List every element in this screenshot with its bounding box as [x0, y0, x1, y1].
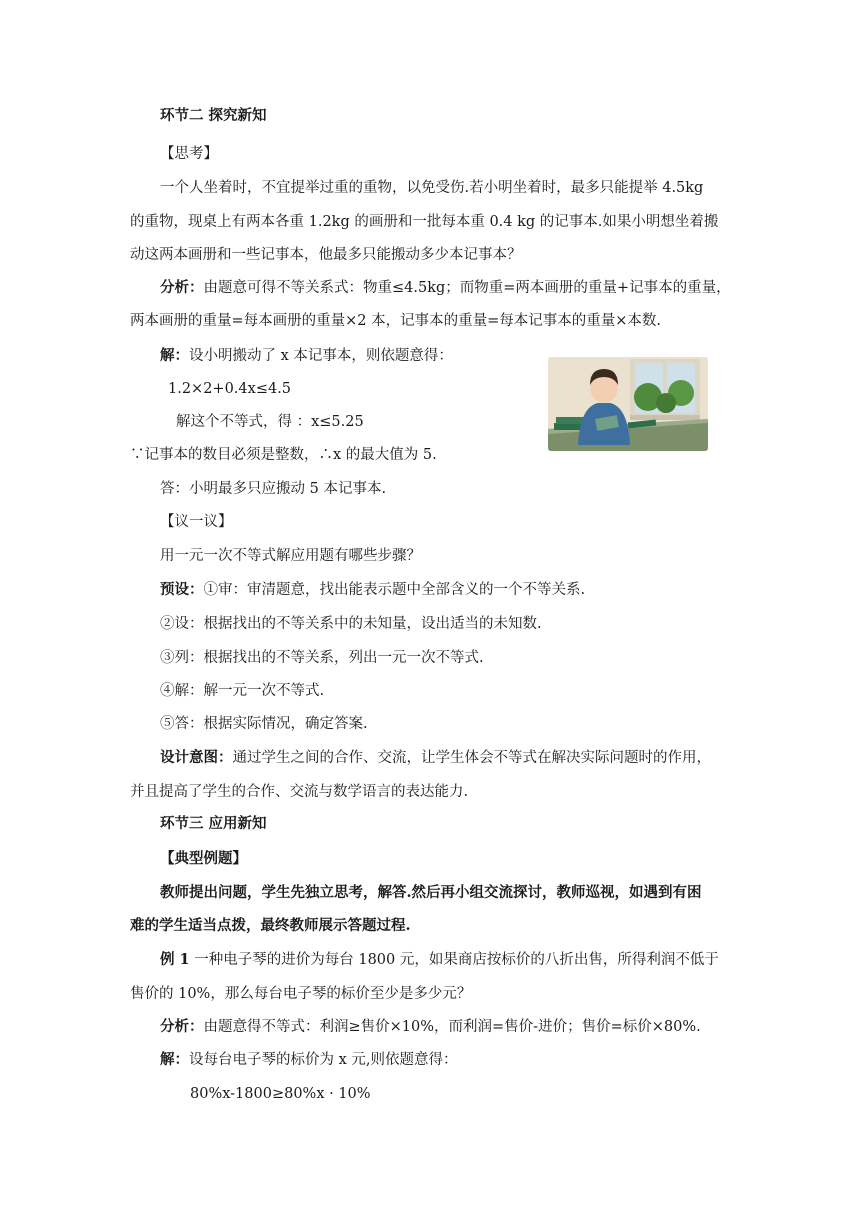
preset-text: ①审：审清题意，找出能表示题中全部含义的一个不等关系. [203, 582, 586, 598]
discuss-label: 【议一议】 [160, 514, 233, 530]
step-4: ④解：解一元一次不等式. [160, 683, 325, 699]
problem-line-3: 动这两本画册和一些记事本，他最多只能搬动多少本记事本？ [130, 247, 522, 263]
analysis-line-2: 两本画册的重量=每本画册的重量×2 本，记事本的重量=每本记事本的重量×本数. [130, 313, 662, 329]
ex-analysis-text: 由题意得不等式：利润≥售价×10%，而利润=售价-进价；售价=标价×80%. [203, 1019, 701, 1035]
ex-inequality-line: 80%x-1800≥80%x · 10% [190, 1086, 371, 1102]
section-heading-apply: 环节三 应用新知 [160, 815, 267, 832]
section-heading-explore: 环节二 探究新知 [160, 107, 267, 124]
analysis-text: 由题意可得不等关系式：物重≤4.5kg；而物重=两本画册的重量+记事本的重量， [203, 280, 731, 296]
think-label: 【思考】 [160, 146, 218, 162]
ex-solution-paragraph [160, 1050, 458, 1070]
ex-analysis-label: 分析： [160, 1018, 204, 1035]
solution-paragraph [160, 346, 453, 366]
solve-line: 解这个不等式，得 ：x≤5.25 [176, 414, 364, 430]
design-text: 通过学生之间的合作、交流，让学生体会不等式在解决实际问题时的作用， [232, 750, 711, 766]
design-line-2: 并且提高了学生的合作、交流与数学语言的表达能力. [130, 784, 469, 800]
preset-label: 预设： [160, 581, 204, 598]
ex-analysis-paragraph [160, 1017, 701, 1037]
step-3: ③列：根据找出的不等关系，列出一元一次不等式. [160, 650, 484, 666]
example1-label: 例 1 [160, 951, 190, 968]
teacher-line-2: 难的学生适当点拨，最终教师展示答题过程. [130, 917, 411, 934]
step-2: ②设：根据找出的不等关系中的未知量，设出适当的未知数. [160, 616, 542, 632]
ex-solution-text: 设每台电子琴的标价为 x 元,则依题意得： [189, 1052, 458, 1068]
illustration-svg [548, 357, 708, 451]
boy-reading-at-desk-illustration [548, 357, 708, 451]
preset-paragraph [160, 580, 585, 600]
example1-paragraph [160, 950, 719, 970]
solution-label: 解： [160, 347, 189, 364]
analysis-label: 分析： [160, 279, 204, 296]
solution-text: 设小明搬动了 x 本记事本，则依题意得： [189, 348, 453, 364]
problem-line-2: 的重物，现桌上有两本各重 1.2kg 的画册和一批每本重 0.4 kg 的记事本.如果小明想坐着搬 [130, 214, 719, 230]
analysis-paragraph [160, 278, 731, 298]
example1-text: 一种电子琴的进价为每台 1800 元，如果商店按标价的八折出售，所得利润不低于 [189, 952, 719, 968]
step-5: ⑤答：根据实际情况，确定答案. [160, 716, 368, 732]
teacher-line-1: 教师提出问题，学生先独立思考，解答.然后再小组交流探讨，教师巡视，如遇到有困 [160, 884, 702, 901]
inequality-line: 1.2×2+0.4x≤4.5 [168, 381, 292, 397]
design-paragraph [160, 748, 711, 768]
answer-line: 答：小明最多只应搬动 5 本记事本. [160, 481, 387, 497]
discuss-question: 用一元一次不等式解应用题有哪些步骤？ [160, 548, 421, 564]
ex-solution-label: 解： [160, 1051, 189, 1068]
example1-line-2: 售价的 10%，那么每台电子琴的标价至少是多少元？ [130, 986, 472, 1002]
problem-line-1: 一个人坐着时，不宜提举过重的重物，以免受伤.若小明坐着时，最多只能提举 4.5kg [160, 180, 704, 196]
design-label: 设计意图： [160, 749, 233, 766]
example-label: 【典型例题】 [160, 850, 247, 867]
because-line: ∵记事本的数目必须是整数，∴x 的最大值为 5. [130, 447, 437, 463]
